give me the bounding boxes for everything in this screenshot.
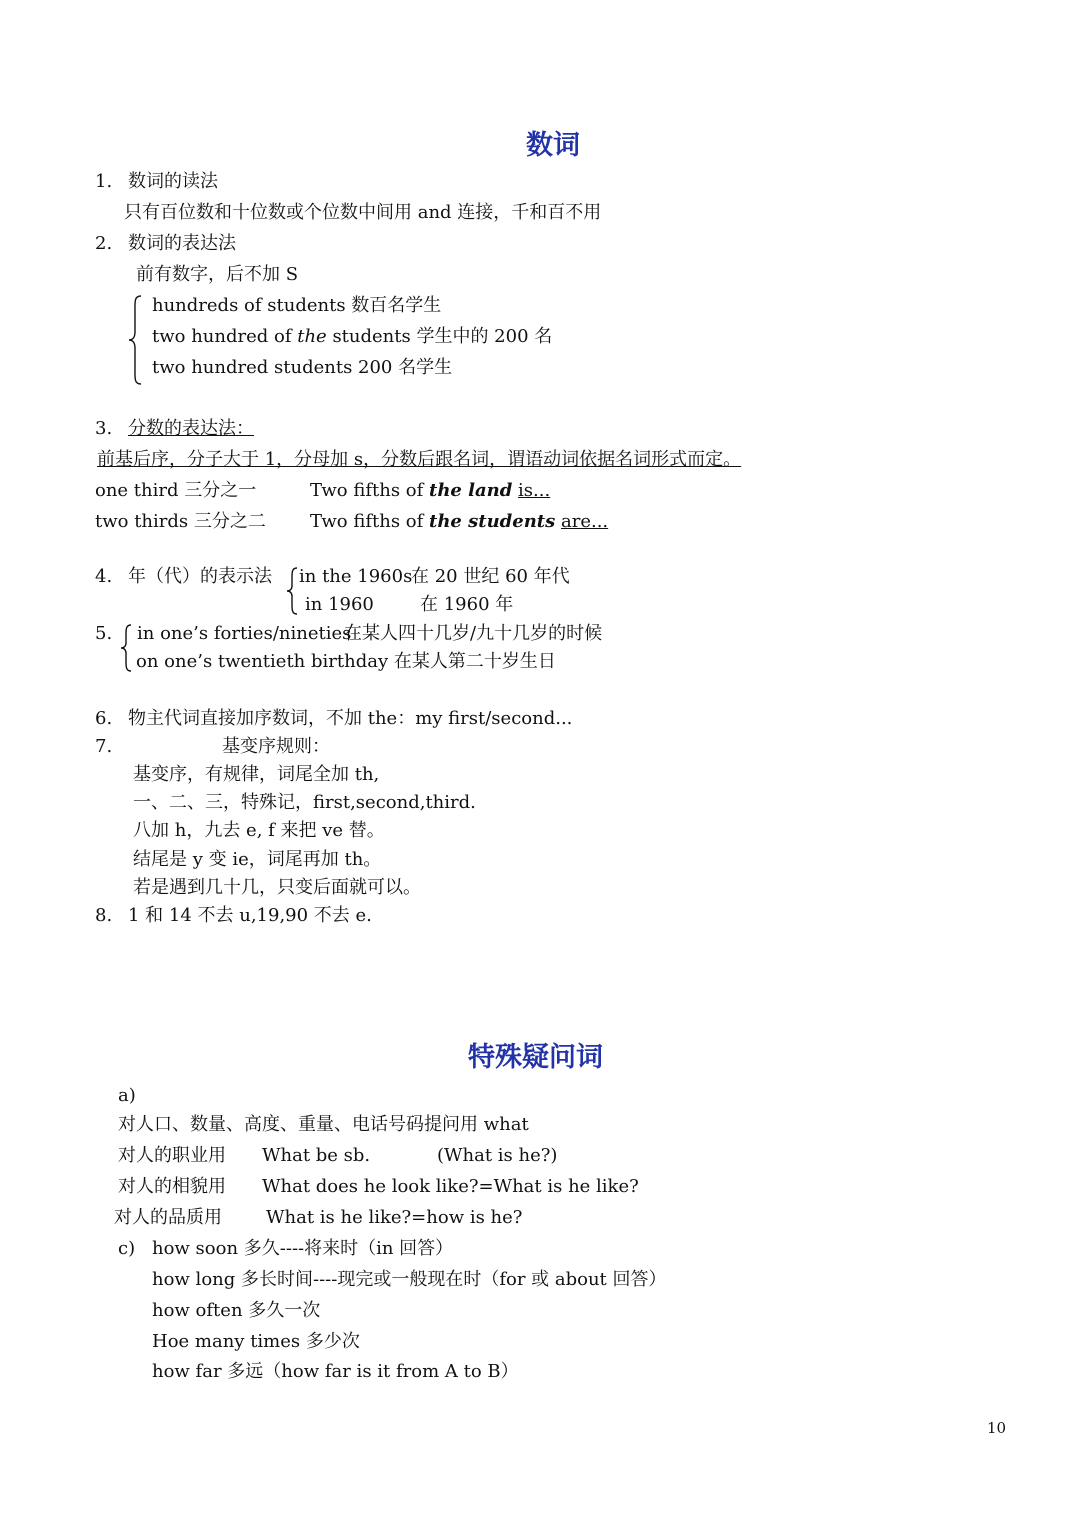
age-meaning: 在某人四十几岁/九十几岁的时候 bbox=[344, 623, 603, 644]
rule-text: 只有百位数和十位数或个位数中间用 and 连接，千和百不用 bbox=[124, 202, 602, 223]
year-meaning: 在 20 世纪 60 年代 bbox=[411, 566, 570, 587]
fraction-example: Two fifths of the students are... bbox=[310, 511, 609, 532]
question-pattern: What is he like?=how is he? bbox=[266, 1207, 523, 1228]
page-number: 10 bbox=[987, 1419, 1007, 1437]
question-label: 对人的相貌用 bbox=[118, 1176, 226, 1197]
item-number: 5. bbox=[95, 623, 113, 644]
question-example: (What is he?) bbox=[437, 1145, 558, 1166]
rule-text: 对人口、数量、高度、重量、电话号码提问用 what bbox=[118, 1114, 529, 1135]
item-title: 基变序规则： bbox=[222, 736, 330, 757]
item-number: 8. bbox=[95, 905, 113, 926]
item-number: 6. bbox=[95, 708, 113, 729]
item-number: 3. bbox=[95, 418, 113, 439]
curly-brace-icon bbox=[286, 566, 298, 616]
list-label: c) bbox=[118, 1238, 136, 1259]
section-title-wh-questions: 特殊疑问词 bbox=[468, 1042, 603, 1073]
rule-text: 1 和 14 不去 u,19,90 不去 e. bbox=[128, 905, 372, 926]
how-line: how often 多久一次 bbox=[152, 1300, 321, 1321]
item-number: 7. bbox=[95, 736, 113, 757]
item-title: 数词的读法 bbox=[128, 171, 218, 192]
how-line: how soon 多久----将来时（in 回答） bbox=[152, 1238, 454, 1259]
age-example: on one’s twentieth birthday 在某人第二十岁生日 bbox=[136, 651, 556, 672]
curly-brace-icon bbox=[128, 294, 142, 386]
example-line: two hundred of the students 学生中的 200 名 bbox=[152, 326, 553, 347]
item-title: 年（代）的表示法 bbox=[128, 566, 272, 587]
rhyme-line: 八加 h，九去 e, f 来把 ve 替。 bbox=[133, 820, 385, 841]
rhyme-line: 结尾是 y 变 ie，词尾再加 th。 bbox=[133, 849, 382, 870]
rhyme-line: 一、二、三，特殊记，first,second,third. bbox=[133, 792, 476, 813]
how-line: how long 多长时间----现完或一般现在时（for 或 about 回答） bbox=[152, 1269, 667, 1290]
item-title: 分数的表达法： bbox=[128, 418, 254, 439]
fraction-example: one third 三分之一 bbox=[95, 480, 257, 501]
fraction-example: Two fifths of the land is... bbox=[310, 480, 551, 501]
note-text: 前有数字，后不加 S bbox=[136, 264, 299, 285]
item-number: 4. bbox=[95, 566, 113, 587]
how-line: how far 多远（how far is it from A to B） bbox=[152, 1361, 519, 1382]
year-example: in the 1960s bbox=[299, 566, 413, 587]
question-label: 对人的职业用 bbox=[118, 1145, 226, 1166]
fraction-example: two thirds 三分之二 bbox=[95, 511, 266, 532]
question-pattern: What be sb. bbox=[262, 1145, 371, 1166]
list-label: a) bbox=[118, 1085, 136, 1106]
question-label: 对人的品质用 bbox=[114, 1207, 222, 1228]
section-title-numerals: 数词 bbox=[526, 130, 580, 161]
item-number: 2. bbox=[95, 233, 113, 254]
item-number: 1. bbox=[95, 171, 113, 192]
example-line: two hundred students 200 名学生 bbox=[152, 357, 453, 378]
rhyme-line: 基变序，有规律，词尾全加 th, bbox=[133, 764, 380, 785]
item-title: 数词的表达法 bbox=[128, 233, 236, 254]
how-line: Hoe many times 多少次 bbox=[152, 1331, 360, 1352]
rule-text: 物主代词直接加序数词，不加 the：my first/second... bbox=[128, 708, 573, 729]
year-meaning: 在 1960 年 bbox=[420, 594, 514, 615]
rhyme-line: 若是遇到几十几，只变后面就可以。 bbox=[133, 877, 421, 898]
example-line: hundreds of students 数百名学生 bbox=[152, 295, 442, 316]
curly-brace-icon bbox=[120, 623, 132, 673]
question-pattern: What does he look like?=What is he like? bbox=[262, 1176, 639, 1197]
age-example: in one’s forties/nineties bbox=[137, 623, 352, 644]
rule-text: 前基后序，分子大于 1，分母加 s，分数后跟名词，谓语动词依据名词形式而定。 bbox=[97, 449, 742, 470]
year-example: in 1960 bbox=[305, 594, 374, 615]
